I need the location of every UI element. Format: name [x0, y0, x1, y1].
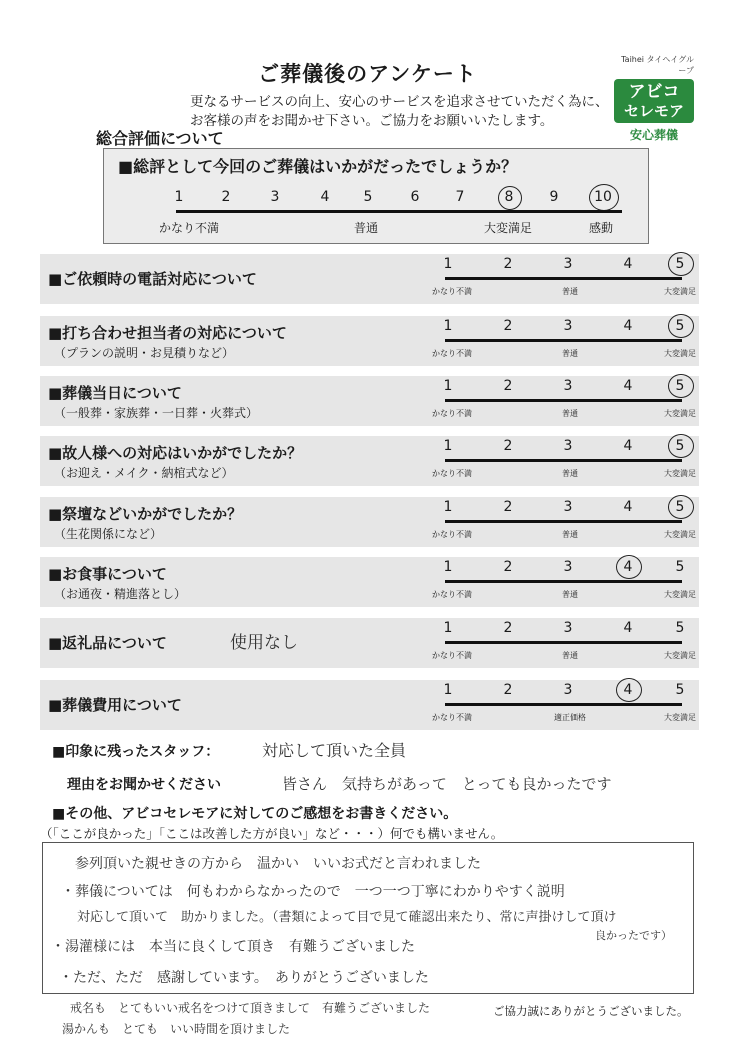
scale-number: 2: [503, 499, 513, 515]
scale-label: 大変満足: [664, 713, 696, 722]
scale-label: 普通: [562, 287, 578, 296]
overall-rating-box: [103, 148, 649, 244]
comment-line: ・湯灌様には 本当に良くして頂き 有難うございました: [51, 939, 415, 955]
scale-label: かなり不満: [432, 651, 472, 660]
scale-number: 2: [503, 318, 513, 334]
row-subtitle: （一般葬・家族葬・一日葬・火葬式）: [54, 406, 259, 420]
scale-number: 3: [563, 559, 573, 575]
section-title: 総合評価について: [96, 129, 224, 148]
rating-row: [40, 618, 699, 668]
scale-number: 3: [563, 682, 573, 698]
scale-number: 2: [503, 378, 513, 394]
overall-scale-number: 2: [221, 189, 231, 205]
scale-number: 2: [503, 682, 513, 698]
scale-label: 普通: [562, 409, 578, 418]
rating-row: [40, 680, 699, 730]
row-subtitle: （お通夜・精進落とし）: [54, 587, 187, 601]
thanks-message: ご協力誠にありがとうございました。: [493, 1004, 689, 1018]
scale-label: かなり不満: [432, 287, 472, 296]
scale-number: 4: [623, 499, 633, 515]
row-question: ■葬儀当日について: [48, 384, 182, 402]
scale-number: 4: [623, 256, 633, 272]
scale-number: 4: [623, 682, 633, 698]
scale-number: 1: [443, 682, 453, 698]
logo-line-1: アビコ: [628, 82, 680, 102]
scale-label: かなり不満: [432, 469, 472, 478]
selected-rating-circle: [616, 678, 642, 702]
scale-label: 普通: [562, 651, 578, 660]
scale-number: 2: [503, 620, 513, 636]
scale-number: 1: [443, 256, 453, 272]
scale-number: 5: [675, 499, 685, 515]
scale-label: かなり不満: [432, 590, 472, 599]
selected-rating-circle: [668, 374, 694, 398]
logo-tagline: 安心葬儀: [629, 128, 678, 142]
overall-scale-number: 4: [320, 189, 330, 205]
staff-answer: 対応して頂いた全員: [262, 741, 407, 760]
rating-row: [40, 497, 699, 547]
selected-rating-circle: [668, 495, 694, 519]
rating-row: [40, 254, 699, 304]
extra-comment: 湯かんも とても いい時間を頂けました: [62, 1022, 291, 1036]
scale-line: [445, 580, 682, 583]
scale-number: 5: [675, 682, 685, 698]
scale-number: 1: [443, 378, 453, 394]
logo-line-2: セレモア: [623, 102, 684, 120]
scale-label: 大変満足: [664, 469, 696, 478]
comment-line: ・葬儀については 何もわからなかったので 一つ一つ丁寧にわかりやすく説明: [61, 884, 565, 900]
scale-label: 大変満足: [664, 287, 696, 296]
selected-rating-circle: [616, 555, 642, 579]
scale-number: 5: [675, 378, 685, 394]
scale-number: 3: [563, 318, 573, 334]
row-question: ■返礼品について: [48, 634, 167, 652]
scale-line: [445, 520, 682, 523]
scale-line: [445, 399, 682, 402]
scale-label: 大変満足: [664, 651, 696, 660]
rating-row: [40, 316, 699, 366]
extra-comment: 戒名も とてもいい戒名をつけて頂きまして 有難うございました: [70, 1001, 431, 1015]
row-subtitle: （お迎え・メイク・納棺式など）: [54, 466, 234, 480]
comment-line: ・ただ、ただ 感謝しています。 ありがとうございました: [59, 970, 429, 986]
scale-label: かなり不満: [432, 530, 472, 539]
overall-scale-label: 大変満足: [484, 221, 533, 235]
scale-number: 2: [503, 438, 513, 454]
scale-number: 1: [443, 318, 453, 334]
scale-label: 適正価格: [554, 713, 586, 722]
reason-answer: 皆さん 気持ちがあって とっても良かったです: [282, 775, 612, 793]
overall-scale-number: 1: [174, 189, 184, 205]
comment-line: 良かったです）: [595, 929, 672, 942]
overall-scale-number: 3: [270, 189, 280, 205]
rating-row: [40, 376, 699, 426]
overall-scale-label: 感動: [589, 221, 614, 235]
scale-number: 4: [623, 318, 633, 334]
scale-label: 大変満足: [664, 409, 696, 418]
overall-scale-number: 8: [504, 189, 514, 205]
row-handwritten-note: 使用なし: [230, 633, 298, 653]
staff-label: ■印象に残ったスタッフ：: [52, 744, 220, 760]
scale-label: 大変満足: [664, 530, 696, 539]
scale-label: 普通: [562, 469, 578, 478]
overall-scale-number: 5: [363, 189, 373, 205]
scale-label: 普通: [562, 349, 578, 358]
logo-box: [614, 79, 694, 123]
intro-line-2: お客様の声をお聞かせ下さい。ご協力をお願いいたします。: [190, 113, 554, 129]
selected-rating-circle: [668, 434, 694, 458]
comment-line: 対応して頂いて 助かりました。（書類によって目で見て確認出来たり、常に声掛けして頂け: [77, 910, 617, 925]
scale-number: 3: [563, 499, 573, 515]
comment-box: [42, 842, 694, 994]
scale-line: [445, 641, 682, 644]
selected-rating-circle: [498, 186, 522, 210]
row-question: ■お食事について: [48, 565, 167, 583]
row-question: ■祭壇などいかがでしたか？: [48, 505, 243, 523]
scale-number: 4: [623, 378, 633, 394]
overall-scale-label: 普通: [354, 221, 379, 235]
overall-scale-number: 6: [410, 189, 420, 205]
overall-question: ■総評として今回のご葬儀はいかがだったでしょうか？: [118, 157, 518, 176]
scale-number: 5: [675, 559, 685, 575]
scale-number: 4: [623, 559, 633, 575]
scale-number: 4: [623, 620, 633, 636]
other-question: ■その他、アビコセレモアに対してのご感想をお書きください。: [52, 806, 458, 822]
reason-label: 理由をお聞かせください: [67, 777, 221, 793]
scale-number: 5: [675, 256, 685, 272]
scale-number: 5: [675, 620, 685, 636]
row-subtitle: （プランの説明・お見積りなど）: [54, 346, 235, 360]
overall-scale-number: 9: [549, 189, 559, 205]
row-question: ■葬儀費用について: [48, 696, 182, 714]
scale-number: 4: [623, 438, 633, 454]
rating-row: [40, 557, 699, 607]
page-title: ご葬儀後のアンケート: [258, 62, 477, 86]
comment-line: 参列頂いた親せきの方から 温かい いいお式だと言われました: [75, 856, 481, 872]
scale-number: 3: [563, 620, 573, 636]
overall-scale-line: [176, 210, 622, 213]
scale-line: [445, 339, 682, 342]
row-question: ■打ち合わせ担当者の対応について: [48, 324, 287, 342]
other-question-sub: （「ここが良かった」「ここは改善した方が良い」など・・・）何でも構いません。: [40, 826, 504, 841]
rating-row: [40, 436, 699, 486]
scale-number: 1: [443, 559, 453, 575]
scale-number: 2: [503, 256, 513, 272]
brand-name: Taihei タイヘイグループ: [621, 55, 694, 75]
overall-scale-number: 10: [594, 189, 612, 205]
row-subtitle: （生花関係になど）: [54, 527, 163, 541]
overall-scale-number: 7: [455, 189, 465, 205]
overall-scale-label: かなり不満: [159, 221, 220, 235]
scale-line: [445, 703, 682, 706]
intro-line-1: 更なるサービスの向上、安心のサービスを追求させていただく為に、: [190, 94, 609, 110]
scale-label: 普通: [562, 590, 578, 599]
row-question: ■ご依頼時の電話対応について: [48, 270, 257, 288]
row-question: ■故人様への対応はいかがでしたか？: [48, 444, 303, 462]
scale-label: 大変満足: [664, 590, 696, 599]
scale-label: 大変満足: [664, 349, 696, 358]
company-logo: [614, 54, 694, 143]
scale-label: かなり不満: [432, 409, 472, 418]
scale-number: 1: [443, 620, 453, 636]
scale-number: 1: [443, 499, 453, 515]
scale-number: 3: [563, 438, 573, 454]
scale-number: 5: [675, 318, 685, 334]
scale-number: 5: [675, 438, 685, 454]
scale-number: 2: [503, 559, 513, 575]
scale-number: 3: [563, 378, 573, 394]
scale-label: かなり不満: [432, 349, 472, 358]
scale-number: 3: [563, 256, 573, 272]
scale-line: [445, 277, 682, 280]
scale-label: 普通: [562, 530, 578, 539]
selected-rating-circle: [589, 184, 619, 211]
scale-label: かなり不満: [432, 713, 472, 722]
scale-number: 1: [443, 438, 453, 454]
selected-rating-circle: [668, 252, 694, 276]
scale-line: [445, 459, 682, 462]
selected-rating-circle: [668, 314, 694, 338]
